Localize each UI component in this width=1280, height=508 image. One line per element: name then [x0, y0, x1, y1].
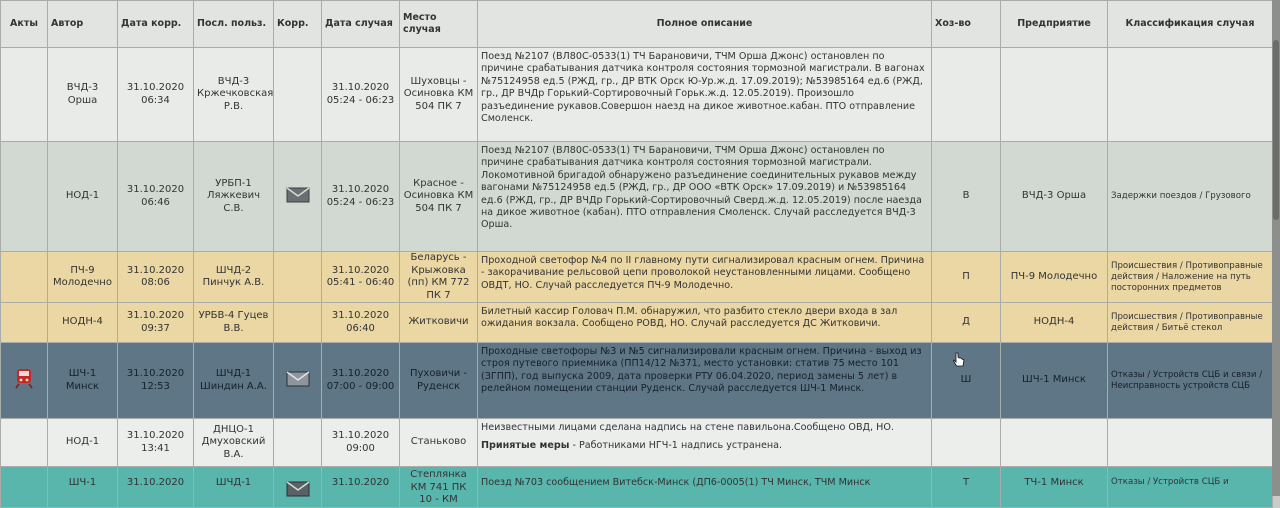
description-text: Неизвестными лицами сделана надпись на стене павильона.Сообщено ОВД, НО. — [481, 422, 894, 433]
cell-date-corr: 31.10.2020 06:34 — [118, 48, 194, 142]
cell-description: Поезд №2107 (ВЛ80С-0533(1) ТЧ Барановичи, ТЧМ Орша Джонс) остановлен по причине срабатывания датчика контроля состояния тормозной магистрали. В вагонах №75124958 ед.5 (РЖД, гр., ДР ВТК Орск Ю-Ур.ж.д. 17.09.2019); №53985164 ед.6 (РЖД, гр., ДР ВЧДр Горький-Сортировочный Горьк.ж.д. 12.05.2019). Произошло разъединение рукавов.Совершон наезд на дикое животное.кабан. ПТО отправление Смоленск. — [478, 48, 932, 142]
cell-date-corr: 31.10.2020 06:46 — [118, 142, 194, 252]
cell-date-case: 31.10.2020 05:24 - 06:23 — [322, 142, 400, 252]
cell-hoz — [932, 419, 1001, 467]
table-row[interactable] — [1, 48, 1273, 142]
measures-text: - Работниками НГЧ-1 надпись устранена. — [569, 440, 783, 452]
cell-acts — [1, 142, 48, 252]
cell-corr — [274, 467, 322, 508]
cell-description: Билетный кассир Головач П.М. обнаружил, что разбито стекло двери входа в зал ожидания вокзала. Сообщено РОВД, НО. Случай расследуется ДС Житковичи. — [478, 303, 932, 343]
cell-corr — [274, 142, 322, 252]
cell-place: Шуховцы - Осиновка КМ 504 ПК 7 — [400, 48, 478, 142]
cell-enterprise: ВЧД-3 Орша — [1001, 142, 1108, 252]
measures-line — [481, 440, 928, 452]
col-header-hoz[interactable]: Хоз-во — [932, 1, 1001, 48]
cell-date-case: 31.10.2020 — [322, 467, 400, 508]
cell-description: Поезд №703 сообщением Витебск-Минск (ДП6-0005(1) ТЧ Минск, ТЧМ Минск — [478, 467, 932, 508]
cell-description: Проходной светофор №4 по II главному пути сигнализировал красным огнем. Причина - закорачивание рельсовой цепи проволокой неустановленными лицами. Сообщено ОВДТ, НО. Случай расследуется ПЧ-9 Молодечно. — [478, 252, 932, 303]
table-row[interactable] — [1, 467, 1273, 508]
col-header-acts[interactable]: Акты — [1, 1, 48, 48]
cell-author: НОДН-4 — [48, 303, 118, 343]
cell-author: ШЧ-1 Минск — [48, 343, 118, 419]
cell-classification: Задержки поездов / Грузового — [1108, 142, 1273, 252]
cell-corr — [274, 419, 322, 467]
cell-acts — [1, 419, 48, 467]
col-header-date-case[interactable]: Дата случая — [322, 1, 400, 48]
cell-classification — [1108, 419, 1273, 467]
cell-place: Степлянка КМ 741 ПК 10 - КМ — [400, 467, 478, 508]
cell-enterprise: ПЧ-9 Молодечно — [1001, 252, 1108, 303]
envelope-icon[interactable] — [286, 479, 310, 497]
cell-description: Проходные светофоры №3 и №5 сигнализировали красным огнем. Причина - выход из строя путевого приемника (ПП14/12 №371, место установки: статив 75 место 101 (ЗГПП), год выпуска 2009, дата проверки РТУ 06.04.2020, период замены 5 лет) в релейном помещении станции Руденск. Случай расследуется ШЧ-1 Минск. — [478, 343, 932, 419]
envelope-icon[interactable] — [286, 185, 310, 203]
col-header-date-corr[interactable]: Дата корр. — [118, 1, 194, 48]
cell-corr — [274, 252, 322, 303]
cell-corr — [274, 303, 322, 343]
cell-hoz: Т — [932, 467, 1001, 508]
cell-last-user: УРБП-1 Ляжкевич С.В. — [194, 142, 274, 252]
cell-description — [478, 419, 932, 467]
cell-last-user: УРБВ-4 Гуцев В.В. — [194, 303, 274, 343]
cell-author: ВЧД-3 Орша — [48, 48, 118, 142]
cell-date-corr: 31.10.2020 13:41 — [118, 419, 194, 467]
cell-place: Житковичи — [400, 303, 478, 343]
col-header-corr[interactable]: Корр. — [274, 1, 322, 48]
table-row[interactable] — [1, 343, 1273, 419]
cell-acts — [1, 252, 48, 303]
cell-date-case: 31.10.2020 09:00 — [322, 419, 400, 467]
cell-date-case: 31.10.2020 05:24 - 06:23 — [322, 48, 400, 142]
cell-date-corr: 31.10.2020 08:06 — [118, 252, 194, 303]
cell-enterprise: НОДН-4 — [1001, 303, 1108, 343]
envelope-icon[interactable] — [286, 369, 310, 387]
col-header-author[interactable]: Автор — [48, 1, 118, 48]
cell-classification: Происшествия / Противоправные действия / Наложение на путь посторонних предметов — [1108, 252, 1273, 303]
col-header-last-user[interactable]: Посл. польз. — [194, 1, 274, 48]
cell-classification — [1108, 48, 1273, 142]
cell-last-user: ДНЦО-1 Дмуховский В.А. — [194, 419, 274, 467]
cell-enterprise — [1001, 48, 1108, 142]
cell-date-corr: 31.10.2020 09:37 — [118, 303, 194, 343]
table-header-row — [1, 1, 1273, 48]
cell-date-case: 31.10.2020 07:00 - 09:00 — [322, 343, 400, 419]
cell-hoz: Д — [932, 303, 1001, 343]
train-icon[interactable] — [13, 367, 35, 389]
col-header-classification[interactable]: Классификация случая — [1108, 1, 1273, 48]
scrollbar-thumb[interactable] — [1273, 40, 1279, 220]
table-row[interactable] — [1, 142, 1273, 252]
cell-hoz: Ш — [932, 343, 1001, 419]
cell-hoz: В — [932, 142, 1001, 252]
hand-cursor-icon — [953, 352, 965, 368]
cell-place: Красное - Осиновка КМ 504 ПК 7 — [400, 142, 478, 252]
cell-acts — [1, 467, 48, 508]
cell-author: НОД-1 — [48, 142, 118, 252]
cell-last-user: ШЧД-1 — [194, 467, 274, 508]
table-row[interactable] — [1, 303, 1273, 343]
cell-enterprise — [1001, 419, 1108, 467]
cell-classification: Отказы / Устройств СЦБ и связи / Неисправность устройств СЦБ — [1108, 343, 1273, 419]
cell-author: ПЧ-9 Молодечно — [48, 252, 118, 303]
cell-last-user: ВЧД-3 Кржечковская Р.В. — [194, 48, 274, 142]
cell-corr — [274, 48, 322, 142]
col-header-full-description[interactable]: Полное описание — [478, 1, 932, 48]
cell-acts — [1, 343, 48, 419]
cell-date-case: 31.10.2020 05:41 - 06:40 — [322, 252, 400, 303]
cell-last-user: ШЧД-1 Шиндин А.А. — [194, 343, 274, 419]
cell-place: Станьково — [400, 419, 478, 467]
cell-acts — [1, 48, 48, 142]
cell-author: ШЧ-1 — [48, 467, 118, 508]
cell-date-corr: 31.10.2020 — [118, 467, 194, 508]
table-row[interactable] — [1, 419, 1273, 467]
cell-author: НОД-1 — [48, 419, 118, 467]
cell-last-user: ШЧД-2 Пинчук А.В. — [194, 252, 274, 303]
cell-acts — [1, 303, 48, 343]
cell-classification: Отказы / Устройств СЦБ и — [1108, 467, 1273, 508]
col-header-place[interactable]: Место случая — [400, 1, 478, 48]
cell-description: Поезд №2107 (ВЛ80С-0533(1) ТЧ Барановичи, ТЧМ Орша Джонс) остановлен по причине срабатывания датчика контроля состояния тормозной магистрали. Локомотивной бригадой обнаружено разъединение соединительных рукавов между вагонами №75124958 ед.5 (РЖД, гр., ДР ООО «ВТК Орск» 17.09.2019) и №53985164 ед.6 (РЖД, гр., ДР ВЧДр Горький-Сортировочный Сверд.ж.д. 12.05.2019) после наезда на дикое животное (кабан). ПТО отправления Смоленск. Случай расследуется ВЧД-3 Орша. — [478, 142, 932, 252]
cell-enterprise: ШЧ-1 Минск — [1001, 343, 1108, 419]
cell-hoz — [932, 48, 1001, 142]
cell-date-case: 31.10.2020 06:40 — [322, 303, 400, 343]
cell-date-corr: 31.10.2020 12:53 — [118, 343, 194, 419]
col-header-enterprise[interactable]: Предприятие — [1001, 1, 1108, 48]
cell-enterprise: ТЧ-1 Минск — [1001, 467, 1108, 508]
table-row[interactable] — [1, 252, 1273, 303]
cell-place: Беларусь - Крыжовка (пп) КМ 772 ПК 7 — [400, 252, 478, 303]
cell-classification: Происшествия / Противоправные действия / Битьё стекол — [1108, 303, 1273, 343]
cell-place: Пуховичи - Руденск — [400, 343, 478, 419]
vertical-scrollbar[interactable] — [1272, 0, 1280, 496]
measures-label: Принятые меры — [481, 440, 570, 452]
cell-corr — [274, 343, 322, 419]
cell-hoz: П — [932, 252, 1001, 303]
